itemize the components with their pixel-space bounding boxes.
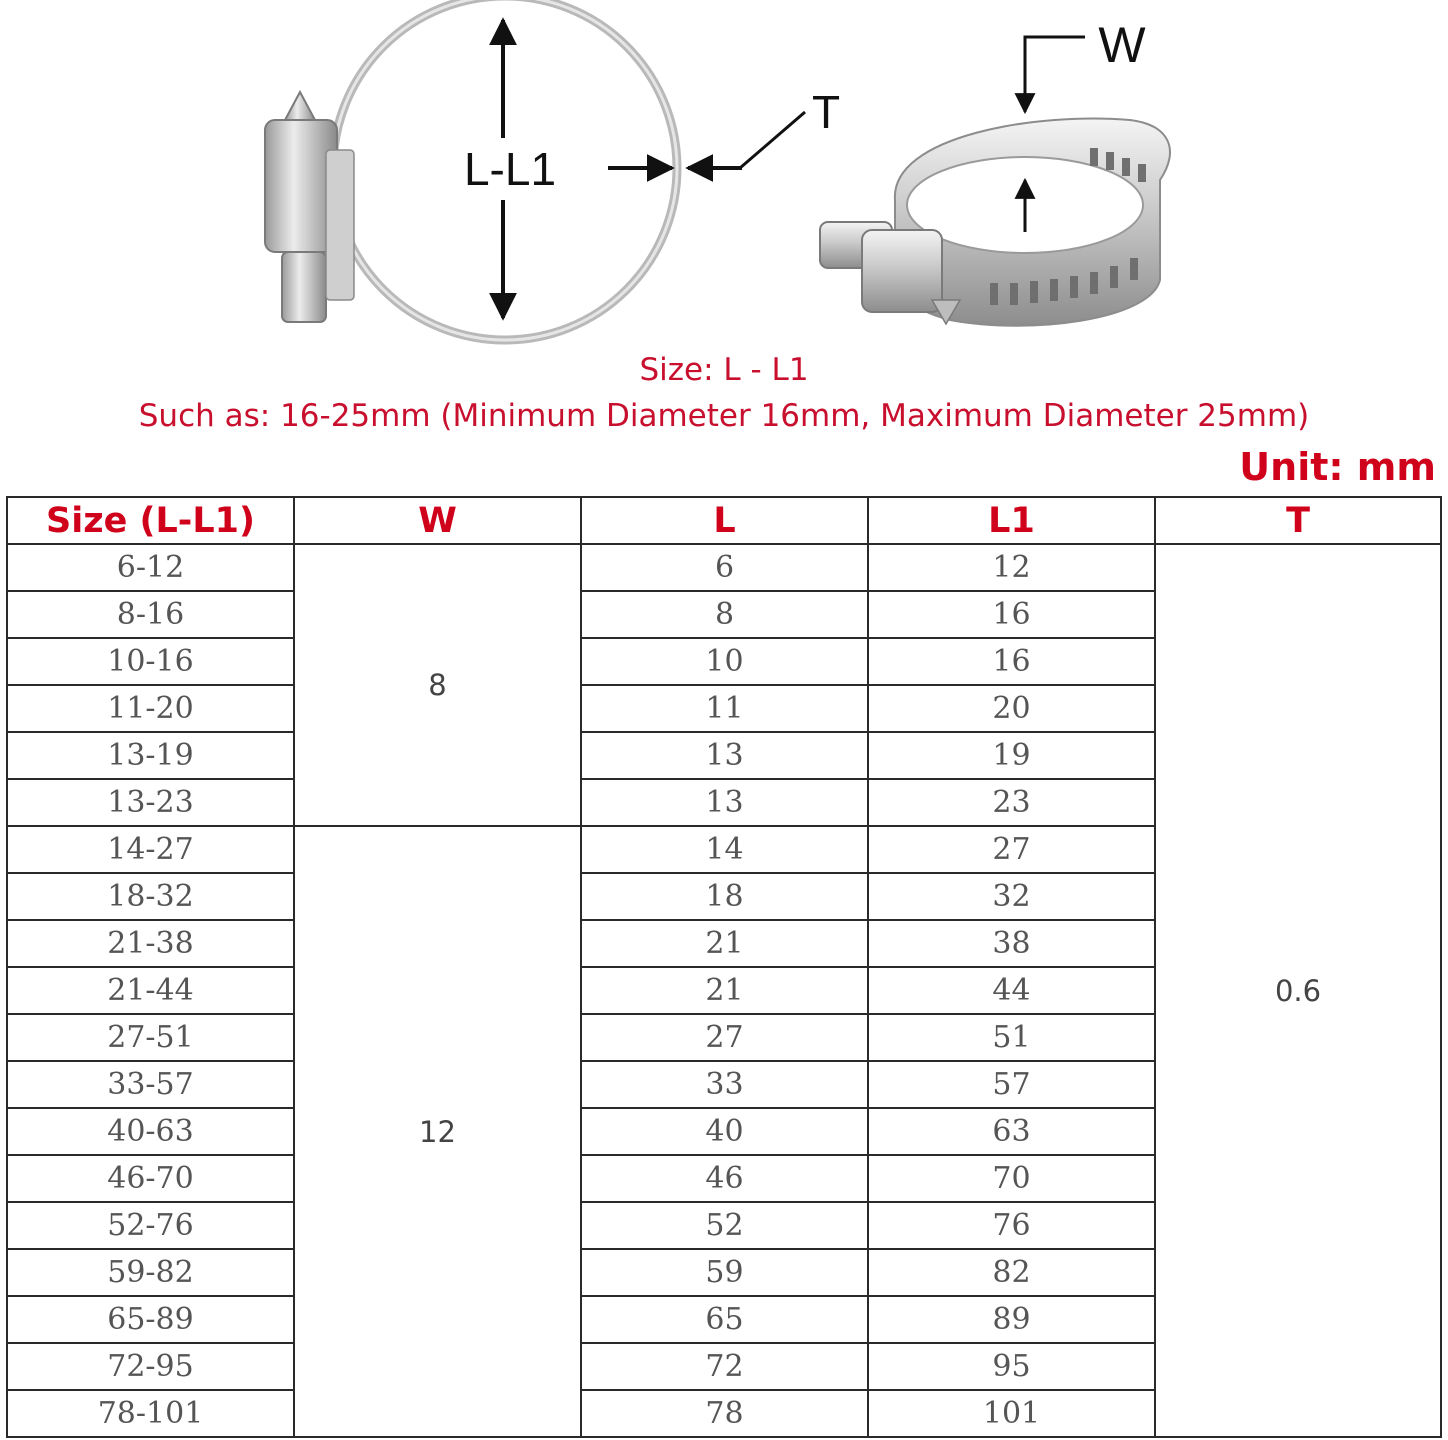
size-caption: Size: L - L1 <box>639 352 809 388</box>
header-w: W <box>294 497 581 544</box>
l1-cell: 57 <box>868 1061 1155 1108</box>
l1-cell: 16 <box>868 638 1155 685</box>
clamp-perspective-view <box>820 118 1170 325</box>
l-cell: 13 <box>581 732 868 779</box>
example-caption: Such as: 16-25mm (Minimum Diameter 16mm, Maximum Diameter 25mm) <box>138 398 1310 434</box>
size-cell: 6-12 <box>7 544 294 591</box>
size-cell: 40-63 <box>7 1108 294 1155</box>
l-cell: 8 <box>581 591 868 638</box>
hose-clamp-diagram <box>0 0 1448 345</box>
size-cell: 33-57 <box>7 1061 294 1108</box>
l-cell: 46 <box>581 1155 868 1202</box>
l1-cell: 16 <box>868 591 1155 638</box>
l-cell: 59 <box>581 1249 868 1296</box>
l1-cell: 19 <box>868 732 1155 779</box>
header-l1: L1 <box>868 497 1155 544</box>
w-cell: 8 <box>294 544 581 826</box>
l1-cell: 27 <box>868 826 1155 873</box>
l-cell: 52 <box>581 1202 868 1249</box>
size-cell: 78-101 <box>7 1390 294 1437</box>
l1-cell: 101 <box>868 1390 1155 1437</box>
w-cell: 12 <box>294 826 581 1437</box>
size-cell: 46-70 <box>7 1155 294 1202</box>
l-cell: 65 <box>581 1296 868 1343</box>
t-cell: 0.6 <box>1155 544 1441 1437</box>
size-cell: 27-51 <box>7 1014 294 1061</box>
header-l: L <box>581 497 868 544</box>
l-cell: 21 <box>581 920 868 967</box>
table-header-row <box>7 497 1441 544</box>
unit-label: Unit: mm <box>1239 445 1436 489</box>
size-cell: 52-76 <box>7 1202 294 1249</box>
l1-cell: 32 <box>868 873 1155 920</box>
l1-cell: 82 <box>868 1249 1155 1296</box>
thickness-arrow <box>608 112 805 168</box>
l-cell: 11 <box>581 685 868 732</box>
l1-cell: 44 <box>868 967 1155 1014</box>
l-cell: 40 <box>581 1108 868 1155</box>
size-cell: 21-38 <box>7 920 294 967</box>
diameter-label: L-L1 <box>463 143 557 195</box>
l1-cell: 95 <box>868 1343 1155 1390</box>
l-cell: 33 <box>581 1061 868 1108</box>
table-row <box>7 544 1441 591</box>
thickness-label: T <box>811 86 841 138</box>
l1-cell: 23 <box>868 779 1155 826</box>
size-cell: 11-20 <box>7 685 294 732</box>
l-cell: 18 <box>581 873 868 920</box>
l-cell: 10 <box>581 638 868 685</box>
size-cell: 8-16 <box>7 591 294 638</box>
l1-cell: 51 <box>868 1014 1155 1061</box>
header-t: T <box>1155 497 1441 544</box>
size-cell: 14-27 <box>7 826 294 873</box>
l-cell: 21 <box>581 967 868 1014</box>
size-cell: 10-16 <box>7 638 294 685</box>
l1-cell: 38 <box>868 920 1155 967</box>
size-spec-table <box>6 496 1442 1438</box>
size-cell: 21-44 <box>7 967 294 1014</box>
l1-cell: 63 <box>868 1108 1155 1155</box>
l-cell: 27 <box>581 1014 868 1061</box>
l-cell: 13 <box>581 779 868 826</box>
size-cell: 13-23 <box>7 779 294 826</box>
header-size: Size (L-L1) <box>7 497 294 544</box>
l-cell: 6 <box>581 544 868 591</box>
width-label: W <box>1098 17 1146 73</box>
size-cell: 13-19 <box>7 732 294 779</box>
size-cell: 65-89 <box>7 1296 294 1343</box>
l-cell: 72 <box>581 1343 868 1390</box>
size-cell: 59-82 <box>7 1249 294 1296</box>
l1-cell: 12 <box>868 544 1155 591</box>
l1-cell: 76 <box>868 1202 1155 1249</box>
size-cell: 18-32 <box>7 873 294 920</box>
l1-cell: 89 <box>868 1296 1155 1343</box>
l-cell: 14 <box>581 826 868 873</box>
l1-cell: 20 <box>868 685 1155 732</box>
l-cell: 78 <box>581 1390 868 1437</box>
l1-cell: 70 <box>868 1155 1155 1202</box>
size-cell: 72-95 <box>7 1343 294 1390</box>
